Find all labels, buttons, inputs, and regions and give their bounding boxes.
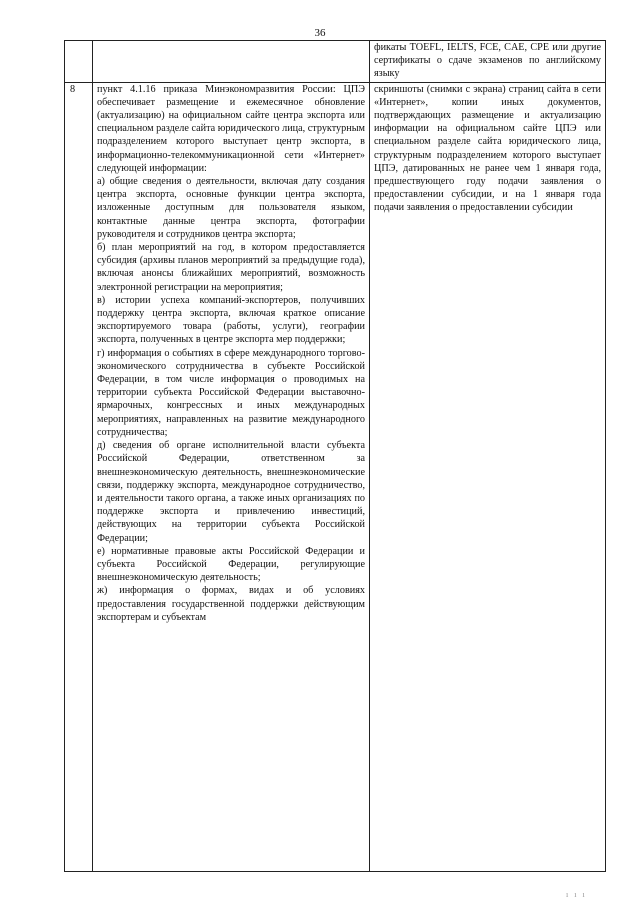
documents-cell	[370, 41, 606, 83]
table-row	[65, 41, 606, 83]
requirement-item-b: б) план мероприятий на год, в котором предоставляется субсидия (архивы планов мероприятий за предыдущие года), включая анонсы ближайших мероприятий, возможность электронной регистрации на мероприятия;	[97, 242, 365, 293]
requirement-item-a: а) общие сведения о деятельности, включая дату создания центра экспорта, основные функции центра экспорта, изложенные доступным для пользователя языком, контактные данные центра экспорта, фотографии руководителя и сотрудников центра экспорта;	[97, 176, 365, 240]
requirement-item-v: в) истории успеха компаний-экспортеров, получивших поддержку центра экспорта, включая краткое описание экспортируемого товара (работы, услуги), географии экспорта, полученных в центре экспорта мер поддержки;	[97, 294, 365, 346]
row-number: 8	[70, 83, 76, 95]
scan-tick-marks: ııı	[566, 890, 591, 899]
requirement-intro: пункт 4.1.16 приказа Минэкономразвития России: ЦПЭ обеспечивает размещение и ежемесячное обновление (актуализацию) на официальном сайте центра экспорта или специальном разделе сайта юридического лица, структурным подразделением которого выступает центр экспорта, в информационно-телекоммуникационной сети «Интернет» следующей информации:	[97, 83, 365, 174]
row-number-cell	[65, 41, 93, 83]
requirement-item-e: е) нормативные правовые акты Российской Федерации и субъекта Российской Федерации, регулирующие внешнеэкономическую деятельность;	[97, 545, 365, 584]
requirement-cell	[93, 41, 370, 83]
requirement-item-zh: ж) информация о формах, видах и об условиях предоставления государственной поддержки действующим экспортерам и субъектам	[97, 585, 365, 623]
page-number: 36	[314, 27, 326, 39]
requirement-item-g: г) информация о событиях в сфере международного торгово-экономического сотрудничества в субъекте Российской Федерации, в том числе информация о проводимых на территории субъекта Российской Федерации выставочно-ярмарочных, конгрессных и иных международных мероприятиях, направленных на развитие международного сотрудничества;	[97, 347, 365, 438]
table-row	[65, 82, 606, 871]
documents-cell	[370, 82, 606, 871]
documents-text: скриншоты (снимки с экрана) страниц сайта в сети «Интернет», копии иных документов, подтверждающих размещение и актуализацию информации на официальном сайте ЦПЭ или специальном разделе сайта юридического лица, структурным подразделением которого выступает ЦПЭ, датированных не ранее чем 1 января года, предшествующего году подачи заявления о предоставлении субсидии, и на 1 января года подачи заявления о предоставлении субсидии	[374, 83, 601, 214]
requirement-item-d: д) сведения об органе исполнительной власти субъекта Российской Федерации, ответственном за внешнеэкономическую деятельность, внешнеэкономические связи, поддержку экспорта, международное сотрудничество, и деятельности такого органа, а также иных организациях по поддержке экспорта и привлечению инвестиций, действующих на территории субъекта Российской Федерации;	[97, 440, 365, 544]
documents-text: фикаты TOEFL, IELTS, FCE, CAE, CPE или другие сертификаты о сдаче экзаменов по английскому языку	[374, 42, 601, 80]
requirements-table	[64, 40, 606, 872]
requirement-cell	[93, 82, 370, 871]
row-number-cell	[65, 82, 93, 871]
